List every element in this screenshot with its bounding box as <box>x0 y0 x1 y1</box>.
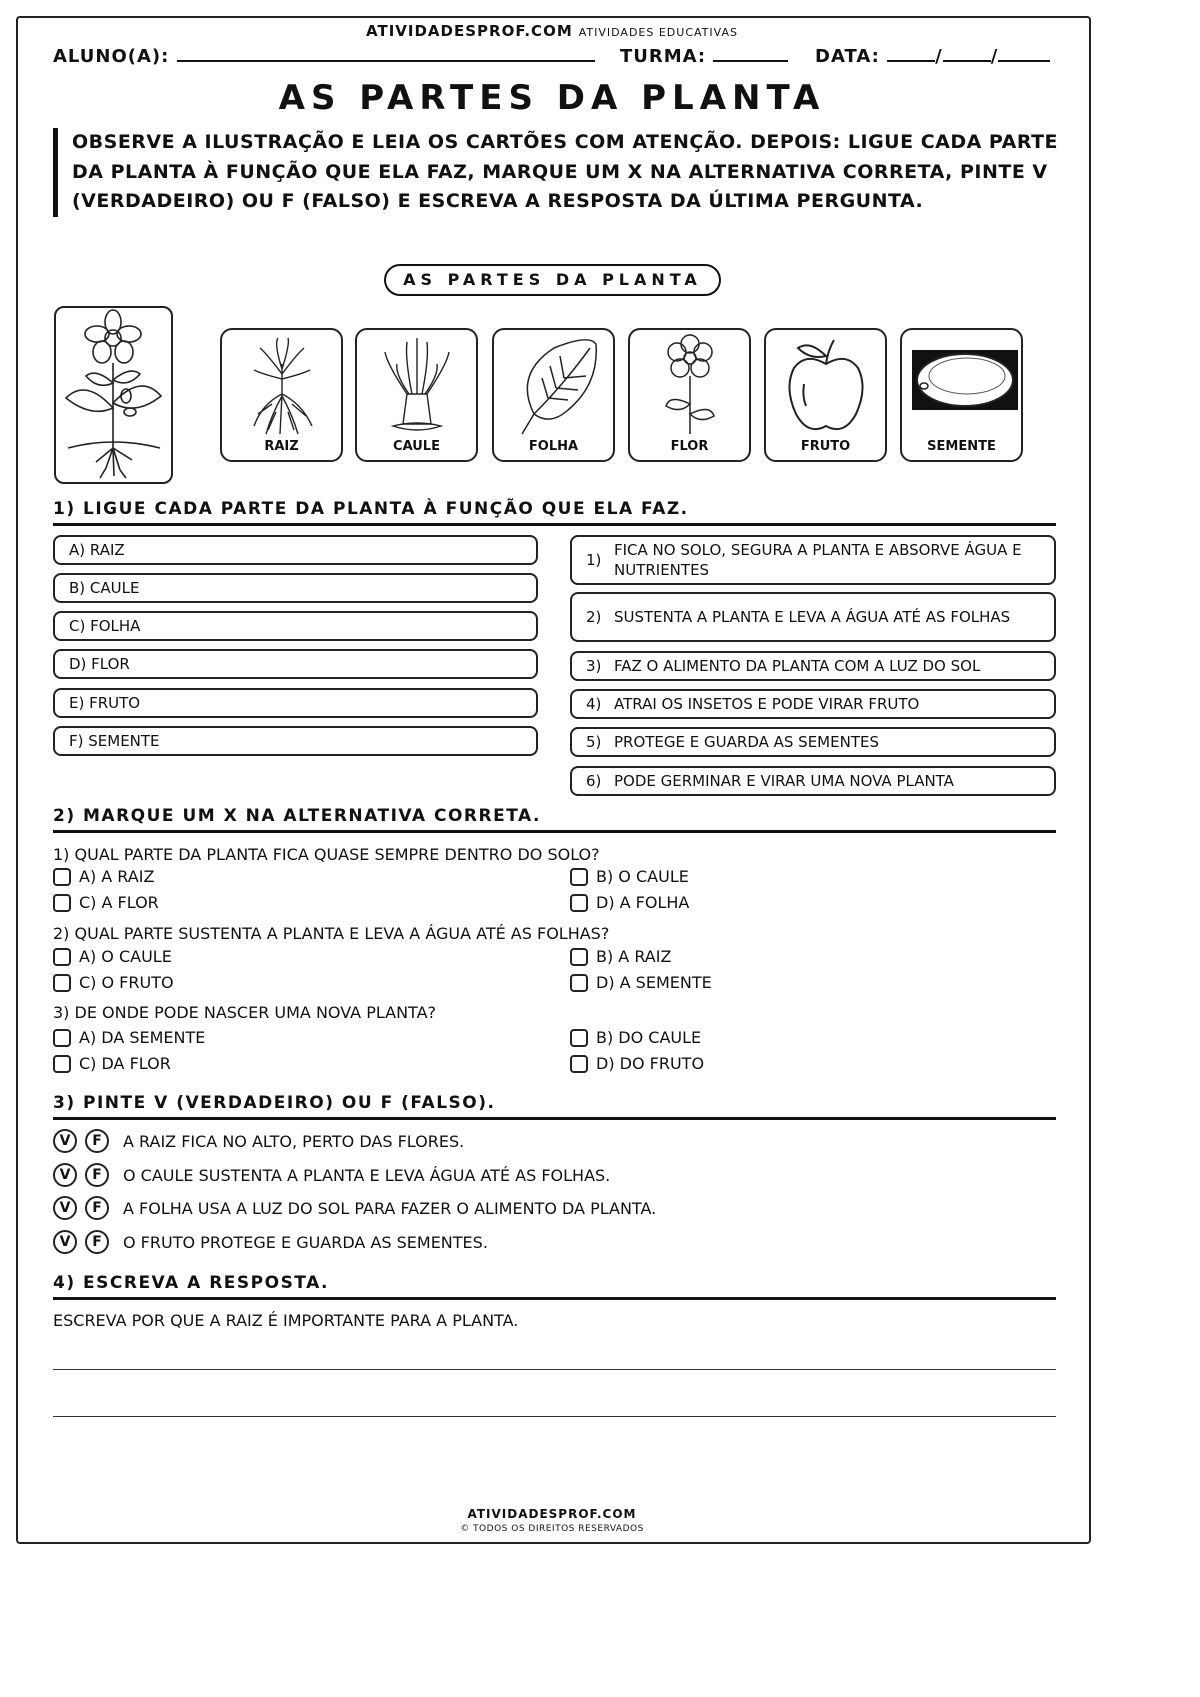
card-flower <box>628 328 751 462</box>
tf-statement: V F A RAIZ FICA NO ALTO, PERTO DAS FLORES. <box>53 1129 464 1153</box>
tf-statement: V F A FOLHA USA A LUZ DO SOL PARA FAZER O ALIMENTO DA PLANTA. <box>53 1196 656 1220</box>
option-2a[interactable]: A) O CAULE <box>53 947 172 966</box>
page-title: AS PARTES DA PLANTA <box>278 78 826 118</box>
card-label: FLOR <box>670 439 709 454</box>
question-2: 2) QUAL PARTE SUSTENTA A PLANTA E LEVA A ÁGUA ATÉ AS FOLHAS? <box>53 924 610 943</box>
false-circle[interactable]: F <box>85 1196 109 1220</box>
function-item[interactable]: 5) PROTEGE E GUARDA AS SEMENTES <box>570 727 1056 757</box>
checkbox[interactable] <box>53 1029 71 1047</box>
answer-line[interactable] <box>53 1416 1056 1417</box>
part-item[interactable]: A) RAIZ <box>53 535 538 565</box>
data-label: DATA: <box>815 46 880 67</box>
checkbox[interactable] <box>570 974 588 992</box>
option-2b[interactable]: B) A RAIZ <box>570 947 671 966</box>
option-3b[interactable]: B) DO CAULE <box>570 1028 701 1047</box>
part-item[interactable]: E) FRUTO <box>53 688 538 718</box>
false-circle[interactable]: F <box>85 1163 109 1187</box>
true-circle[interactable]: V <box>53 1129 77 1153</box>
card-seed <box>900 328 1023 462</box>
tf-statement: V F O FRUTO PROTEGE E GUARDA AS SEMENTES. <box>53 1230 488 1254</box>
apple-icon <box>776 334 876 440</box>
option-3d[interactable]: D) DO FRUTO <box>570 1054 704 1073</box>
student-name-field[interactable] <box>53 46 595 67</box>
option-2d[interactable]: D) A SEMENTE <box>570 973 712 992</box>
card-stem <box>355 328 478 462</box>
option-1d[interactable]: D) A FOLHA <box>570 893 689 912</box>
checkbox[interactable] <box>570 894 588 912</box>
part-item[interactable]: D) FLOR <box>53 649 538 679</box>
class-field[interactable] <box>620 46 788 67</box>
option-3c[interactable]: C) DA FLOR <box>53 1054 171 1073</box>
seed-icon <box>912 334 1018 414</box>
card-fruit <box>764 328 887 462</box>
part-item[interactable]: C) FOLHA <box>53 611 538 641</box>
plant-icon <box>56 308 171 482</box>
checkbox[interactable] <box>53 974 71 992</box>
option-2c[interactable]: C) O FRUTO <box>53 973 174 992</box>
true-circle[interactable]: V <box>53 1196 77 1220</box>
function-item[interactable]: 1) FICA NO SOLO, SEGURA A PLANTA E ABSORVE ÁGUA E NUTRIENTES <box>570 535 1056 585</box>
answer-line[interactable] <box>53 1369 1056 1370</box>
checkbox[interactable] <box>53 894 71 912</box>
card-label: FOLHA <box>528 439 579 454</box>
card-root <box>220 328 343 462</box>
site-header <box>0 22 1104 40</box>
roots-icon <box>232 334 332 440</box>
question-3: 3) DE ONDE PODE NASCER UMA NOVA PLANTA? <box>53 1003 437 1022</box>
card-label: RAIZ <box>264 439 299 454</box>
true-circle[interactable]: V <box>53 1230 77 1254</box>
turma-label: TURMA: <box>620 46 707 67</box>
footer-rights: © TODOS OS DIREITOS RESERVADOS <box>460 1524 644 1534</box>
footer-site: ATIVIDADESPROF.COM <box>467 1507 637 1521</box>
leaf-icon <box>504 334 604 440</box>
card-label: SEMENTE <box>927 439 996 454</box>
false-circle[interactable]: F <box>85 1230 109 1254</box>
section4-title: 4) ESCREVA A RESPOSTA. <box>53 1273 1056 1300</box>
function-item[interactable]: 4) ATRAI OS INSETOS E PODE VIRAR FRUTO <box>570 689 1056 719</box>
option-3a[interactable]: A) DA SEMENTE <box>53 1028 205 1047</box>
section-banner: AS PARTES DA PLANTA <box>384 264 721 296</box>
part-item[interactable]: F) SEMENTE <box>53 726 538 756</box>
card-label: FRUTO <box>800 439 851 454</box>
checkbox[interactable] <box>570 1029 588 1047</box>
answer-prompt: ESCREVA POR QUE A RAIZ É IMPORTANTE PARA A PLANTA. <box>53 1311 519 1330</box>
card-label: CAULE <box>393 439 440 454</box>
checkbox[interactable] <box>570 1055 588 1073</box>
checkbox[interactable] <box>570 868 588 886</box>
function-item[interactable]: 2) SUSTENTA A PLANTA E LEVA A ÁGUA ATÉ AS FOLHAS <box>570 592 1056 642</box>
plant-illustration <box>54 306 173 484</box>
option-1b[interactable]: B) O CAULE <box>570 867 689 886</box>
part-item[interactable]: B) CAULE <box>53 573 538 603</box>
function-item[interactable]: 3) FAZ O ALIMENTO DA PLANTA COM A LUZ DO SOL <box>570 651 1056 681</box>
false-circle[interactable]: F <box>85 1129 109 1153</box>
stem-icon <box>367 334 467 440</box>
site-subtitle: ATIVIDADES EDUCATIVAS <box>578 26 738 39</box>
aluno-label: ALUNO(A): <box>53 46 170 67</box>
card-leaf <box>492 328 615 462</box>
instructions: OBSERVE A ILUSTRAÇÃO E LEIA OS CARTÕES COM ATENÇÃO. DEPOIS: LIGUE CADA PARTE DA PLANTA À FUNÇÃO QUE ELA FAZ, MARQUE UM X NA ALTERNATIVA CORRETA, PINTE V (VERDADEIRO) OU F (FALSO) E ESCREVA A RESPOSTA DA ÚLTIMA PERGUNTA. <box>53 128 1062 217</box>
section2-title: 2) MARQUE UM X NA ALTERNATIVA CORRETA. <box>53 806 1056 833</box>
true-circle[interactable]: V <box>53 1163 77 1187</box>
checkbox[interactable] <box>53 1055 71 1073</box>
tf-statement: V F O CAULE SUSTENTA A PLANTA E LEVA ÁGUA ATÉ AS FOLHAS. <box>53 1163 610 1187</box>
date-field[interactable]: DATA: / / <box>815 46 1050 67</box>
option-1a[interactable]: A) A RAIZ <box>53 867 154 886</box>
section1-title: 1) LIGUE CADA PARTE DA PLANTA À FUNÇÃO QUE ELA FAZ. <box>53 499 1056 526</box>
checkbox[interactable] <box>53 868 71 886</box>
question-1: 1) QUAL PARTE DA PLANTA FICA QUASE SEMPRE DENTRO DO SOLO? <box>53 845 600 864</box>
option-1c[interactable]: C) A FLOR <box>53 893 159 912</box>
checkbox[interactable] <box>570 948 588 966</box>
section3-title: 3) PINTE V (VERDADEIRO) OU F (FALSO). <box>53 1093 1056 1120</box>
flower-icon <box>640 334 740 440</box>
site-name: ATIVIDADESPROF.COM <box>366 22 573 40</box>
function-item[interactable]: 6) PODE GERMINAR E VIRAR UMA NOVA PLANTA <box>570 766 1056 796</box>
checkbox[interactable] <box>53 948 71 966</box>
